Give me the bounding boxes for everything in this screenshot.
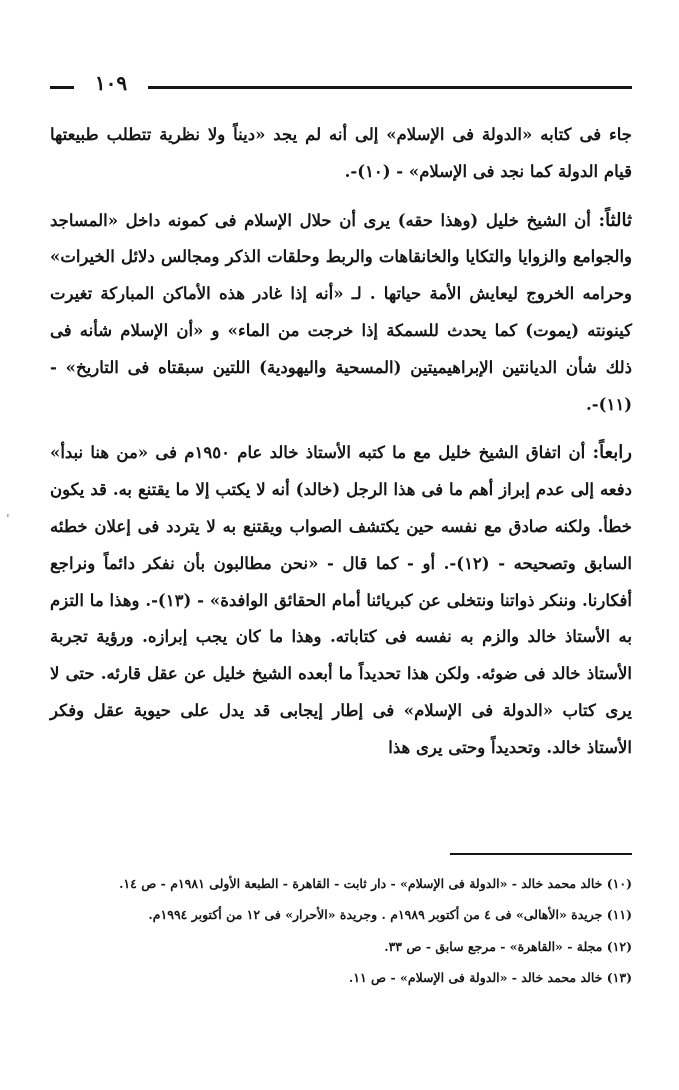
paragraph-3 <box>50 435 632 766</box>
footnotes <box>50 868 632 993</box>
header-rule-short <box>50 86 74 89</box>
paragraph-3-text: أن اتفاق الشيخ خليل مع ما كتبه الأستاذ خالد عام ١٩٥٠م فى «من هنا نبدأ» دفعه إلى عدم إبراز أهم ما فى هذا الرجل (خالد) أنه لا يكتب إلا ما يقتنع به. قد يكون خطأ. ولكنه صادق مع نفسه حين يكتشف الصواب ويقتنع به لا يتردد فى إعلان خطئه السابق وتصحيحه - (١٢)-. أو - كما قال - «نحن مطالبون بأن نفكر دائماً ونراجع أفكارنا. وننكر ذواتنا ونتخلى عن كبريائنا أمام الحقائق الوافدة» - (١٣)-. وهذا ما التزم به الأستاذ خالد والزم به نفسه فى كتاباته. وهذا ما كان يجب إبرازه. ورؤية تجربة الأستاذ خالد فى ضوئه. ولكن هذا تحديداً ما أبعده الشيخ خليل عن عقل قارئه. حتى لا يرى كتاب «الدولة فى الإسلام» فى إطار إيجابى قد يدل على حيوية عقل وفكر الأستاذ خالد. وتحديداً وحتى يرى هذا <box>50 443 632 757</box>
paragraph-2-text: أن الشيخ خليل (وهذا حقه) يرى أن حلال الإسلام فى كمونه داخل «المساجد والجوامع والزوايا والتكايا والخانقاهات والربط وحلقات الذكر ومجالس دلائل الخيرات» وحرامه الخروج ليعايش الأمة حياتها . لـ «أنه إذا غادر هذه الأماكن المباركة تغيرت كينونته (يموت) كما يحدث للسمكة إذا خرجت من الماء» و «أن الإسلام شأنه فى ذلك شأن الديانتين الإبراهيميتين (المسحية واليهودية) اللتين سبقتاه فى التاريخ» - (١١)-. <box>50 210 632 414</box>
header-rule-long <box>148 86 632 89</box>
body-text <box>50 117 632 767</box>
paragraph-2 <box>50 203 632 424</box>
footnote-11: (١١) جريدة «الأهالى» فى ٤ من أكتوبر ١٩٨٩م . وجريدة «الأحرار» فى ١٢ من أكتوبر ١٩٩٤م. <box>148 907 632 923</box>
footnote-13: (١٣) خالد محمد خالد - «الدولة فى الإسلام» - ص ١١. <box>348 969 632 985</box>
page-header <box>50 73 632 103</box>
paragraph-1 <box>50 117 632 191</box>
footnote-12: (١٢) مجلة - «القاهرة» - مرجع سابق - ص ٣٣. <box>384 938 632 954</box>
paragraph-2-heading: ثالثاً: <box>598 209 632 231</box>
page-number: ١٠٩ <box>94 71 128 95</box>
paragraph-1-text: جاء فى كتابه «الدولة فى الإسلام» إلى أنه لم يجد «ديناً ولا نظرية تتطلب طبيعتها قيام الدولة كما نجد فى الإسلام» - (١٠)-. <box>50 125 632 181</box>
footnote-separator <box>450 853 632 855</box>
paragraph-3-heading: رابعاً: <box>592 442 632 464</box>
footnote-10: (١٠) خالد محمد خالد - «الدولة فى الإسلام» - دار ثابت - القاهرة - الطبعة الأولى ١٩٨١م - ص ١٤. <box>119 876 632 891</box>
